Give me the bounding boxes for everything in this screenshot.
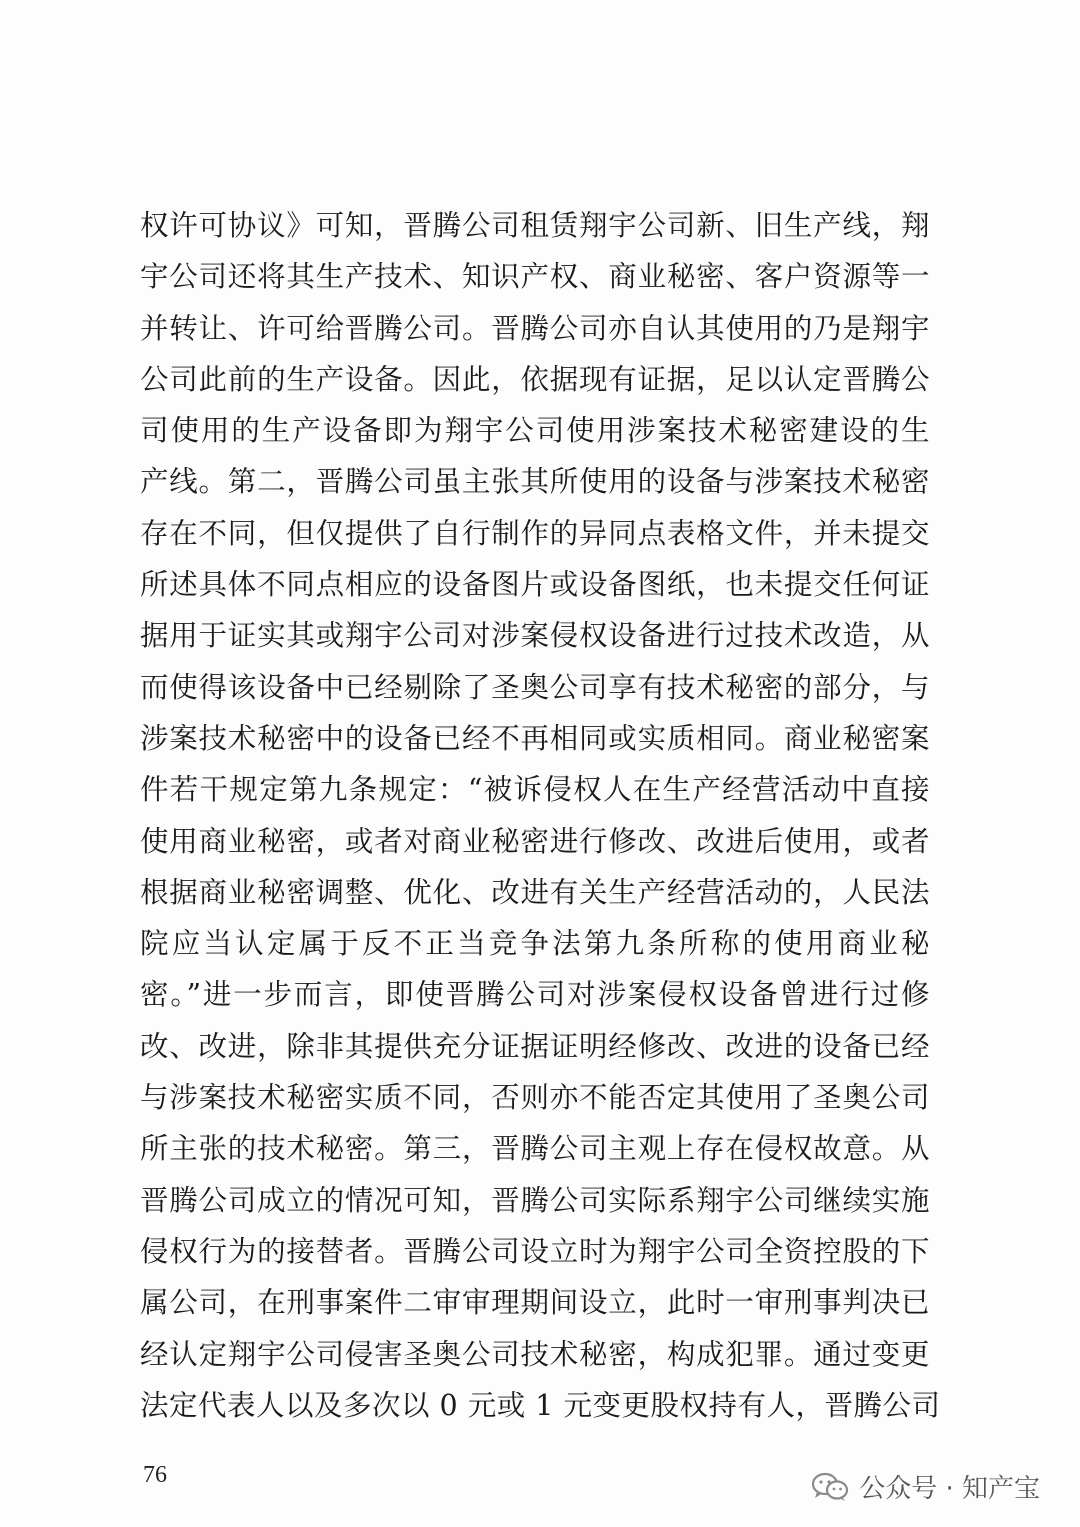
- text-line: 所主张的技术秘密。第三，晋腾公司主观上存在侵权故意。从: [140, 1132, 930, 1166]
- text-line: 属公司，在刑事案件二审审理期间设立，此时一审刑事判决已: [140, 1286, 930, 1320]
- text-line: 据用于证实其或翔宇公司对涉案侵权设备进行过技术改造，从: [140, 619, 930, 653]
- text-line: 使用商业秘密，或者对商业秘密进行修改、改进后使用，或者: [140, 824, 930, 858]
- footer-source: 公众号 · 知产宝: [859, 1474, 1040, 1504]
- text-line: 经认定翔宇公司侵害圣奥公司技术秘密，构成犯罪。通过变更: [140, 1337, 930, 1371]
- text-line: 院应当认定属于反不正当竞争法第九条所称的使用商业秘: [140, 927, 930, 961]
- text-line: 权许可协议》可知，晋腾公司租赁翔宇公司新、旧生产线，翔: [140, 209, 930, 242]
- text-line: 涉案技术秘密中的设备已经不再相同或实质相同。商业秘密案: [140, 721, 930, 755]
- text-line: 并转让、许可给晋腾公司。晋腾公司亦自认其使用的乃是翔宇: [140, 311, 930, 345]
- text-line: 公司此前的生产设备。因此，依据现有证据，足以认定晋腾公: [140, 362, 930, 396]
- text-line: 密。”进一步而言，即使晋腾公司对涉案侵权设备曾进行过修: [140, 978, 930, 1012]
- text-line: 晋腾公司成立的情况可知，晋腾公司实际系翔宇公司继续实施: [140, 1183, 930, 1217]
- text-line: 产线。第二，晋腾公司虽主张其所使用的设备与涉案技术秘密: [140, 465, 930, 499]
- text-line: 与涉案技术秘密实质不同，否则亦不能否定其使用了圣奥公司: [140, 1081, 930, 1115]
- text-line: 侵权行为的接替者。晋腾公司设立时为翔宇公司全资控股的下: [140, 1234, 930, 1268]
- wechat-icon: [811, 1472, 849, 1502]
- text-line: 司使用的生产设备即为翔宇公司使用涉案技术秘密建设的生: [140, 414, 930, 448]
- page-number: 76: [143, 1462, 167, 1488]
- text-line: 改、改进，除非其提供充分证据证明经修改、改进的设备已经: [140, 1029, 930, 1063]
- text-line: 而使得该设备中已经剔除了圣奥公司享有技术秘密的部分，与: [140, 670, 930, 704]
- text-line: 法定代表人以及多次以 0 元或 1 元变更股权持有人，晋腾公司: [140, 1388, 941, 1422]
- footer-watermark: [811, 1468, 1040, 1505]
- text-line: 根据商业秘密调整、优化、改进有关生产经营活动的，人民法: [140, 875, 930, 909]
- text-line: 所述具体不同点相应的设备图片或设备图纸，也未提交任何证: [140, 568, 930, 602]
- body-text: [140, 200, 941, 1431]
- text-line: 宇公司还将其生产技术、知识产权、商业秘密、客户资源等一: [140, 260, 930, 294]
- text-line: 存在不同，但仅提供了自行制作的异同点表格文件，并未提交: [140, 516, 930, 550]
- text-line: 件若干规定第九条规定：“被诉侵权人在生产经营活动中直接: [140, 773, 930, 807]
